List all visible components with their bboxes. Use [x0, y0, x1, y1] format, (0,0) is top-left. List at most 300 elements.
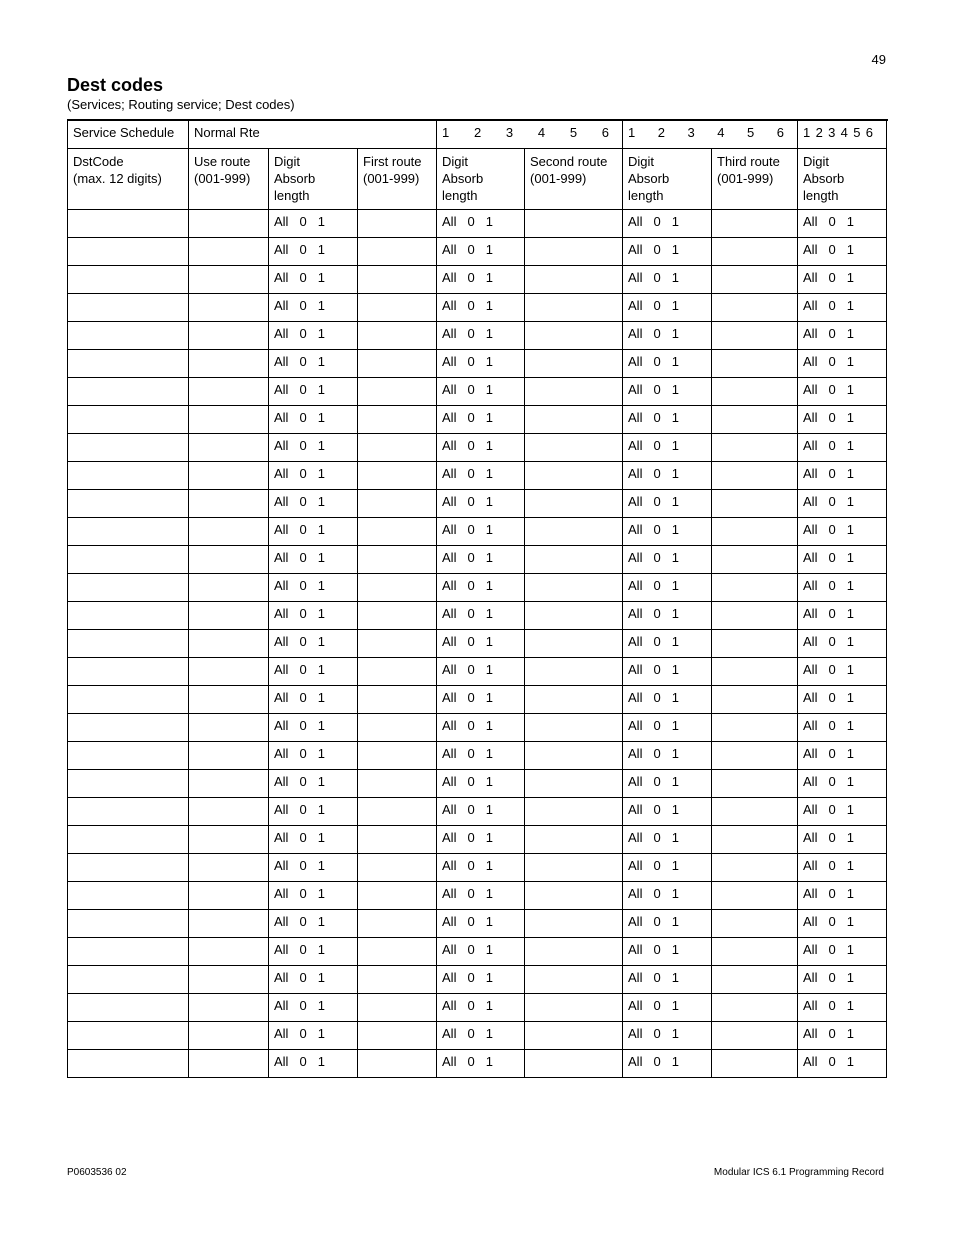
blank-entry-cell[interactable]	[68, 293, 189, 321]
absorb-option: All	[274, 353, 289, 369]
digit-absorb-cell	[437, 937, 525, 965]
blank-entry-cell[interactable]	[712, 993, 798, 1021]
blank-entry-cell[interactable]	[358, 909, 437, 937]
absorb-option: 1	[485, 745, 493, 761]
absorb-option: 0	[653, 241, 661, 257]
absorb-option: 0	[653, 493, 661, 509]
digit-absorb-cell	[798, 965, 887, 993]
absorb-option: 1	[317, 941, 325, 957]
absorb-option: 0	[299, 577, 307, 593]
blank-entry-cell[interactable]	[525, 741, 623, 769]
blank-entry-cell[interactable]	[525, 405, 623, 433]
absorb-option: 1	[317, 661, 325, 677]
blank-entry-cell[interactable]	[525, 237, 623, 265]
absorb-option: 0	[299, 241, 307, 257]
blank-entry-cell[interactable]	[189, 993, 269, 1021]
blank-entry-cell[interactable]	[525, 993, 623, 1021]
absorb-option: All	[803, 325, 818, 341]
digit-absorb-cell	[437, 825, 525, 853]
absorb-option: 0	[653, 885, 661, 901]
absorb-option: 0	[828, 465, 836, 481]
blank-entry-cell[interactable]	[189, 1049, 269, 1077]
blank-entry-cell[interactable]	[712, 601, 798, 629]
absorb-option: 1	[846, 297, 854, 313]
blank-entry-cell[interactable]	[712, 461, 798, 489]
blank-entry-cell[interactable]	[712, 545, 798, 573]
absorb-option: 1	[317, 633, 325, 649]
blank-entry-cell[interactable]	[712, 657, 798, 685]
digit-absorb-cell	[798, 937, 887, 965]
digit-absorb-cell	[437, 293, 525, 321]
absorb-option: 0	[828, 241, 836, 257]
digit-absorb-cell	[437, 321, 525, 349]
blank-entry-cell[interactable]	[68, 797, 189, 825]
blank-entry-cell[interactable]	[358, 713, 437, 741]
absorb-option: 1	[485, 661, 493, 677]
blank-entry-cell[interactable]	[712, 517, 798, 545]
digit-absorb-cell	[437, 433, 525, 461]
blank-entry-cell[interactable]	[358, 853, 437, 881]
absorb-option: 1	[671, 857, 679, 873]
absorb-option: All	[628, 605, 643, 621]
absorb-option: All	[442, 325, 457, 341]
blank-entry-cell[interactable]	[358, 293, 437, 321]
digit-absorb-cell	[269, 769, 358, 797]
blank-entry-cell[interactable]	[525, 713, 623, 741]
blank-entry-cell[interactable]	[712, 1021, 798, 1049]
blank-entry-cell[interactable]	[68, 517, 189, 545]
digit-absorb-cell	[269, 265, 358, 293]
blank-entry-cell[interactable]	[525, 321, 623, 349]
absorb-option: 0	[299, 745, 307, 761]
absorb-option: 1	[671, 997, 679, 1013]
blank-entry-cell[interactable]	[68, 769, 189, 797]
page-number: 49	[871, 52, 886, 67]
absorb-option: 0	[467, 1053, 475, 1069]
absorb-option: 1	[671, 633, 679, 649]
blank-entry-cell[interactable]	[358, 517, 437, 545]
blank-entry-cell[interactable]	[189, 545, 269, 573]
absorb-option: 1	[671, 969, 679, 985]
absorb-option: All	[442, 829, 457, 845]
normal-rte-label: Normal Rte	[189, 120, 437, 148]
digit-absorb-cell	[623, 209, 712, 237]
absorb-option: 1	[671, 661, 679, 677]
digit-absorb-cell	[437, 657, 525, 685]
blank-entry-cell[interactable]	[189, 209, 269, 237]
blank-entry-cell[interactable]	[712, 377, 798, 405]
digit-absorb-cell	[798, 573, 887, 601]
absorb-option: 0	[828, 857, 836, 873]
digit-absorb-cell	[798, 713, 887, 741]
blank-entry-cell[interactable]	[189, 965, 269, 993]
absorb-option: 1	[671, 1053, 679, 1069]
absorb-option: All	[442, 381, 457, 397]
absorb-option: 1	[485, 633, 493, 649]
absorb-option: 1	[671, 325, 679, 341]
blank-entry-cell[interactable]	[525, 461, 623, 489]
blank-entry-cell[interactable]	[358, 433, 437, 461]
blank-entry-cell[interactable]	[525, 265, 623, 293]
blank-entry-cell[interactable]	[358, 461, 437, 489]
blank-entry-cell[interactable]	[358, 209, 437, 237]
digit-absorb-cell	[437, 405, 525, 433]
absorb-option: 1	[671, 801, 679, 817]
absorb-option: 1	[846, 577, 854, 593]
blank-entry-cell[interactable]	[189, 433, 269, 461]
blank-entry-cell[interactable]	[525, 685, 623, 713]
digit-absorb-cell	[269, 1049, 358, 1077]
absorb-option: 0	[467, 353, 475, 369]
blank-entry-cell[interactable]	[189, 321, 269, 349]
blank-entry-cell[interactable]	[525, 601, 623, 629]
blank-entry-cell[interactable]	[525, 433, 623, 461]
blank-entry-cell[interactable]	[189, 1021, 269, 1049]
digit-absorb-cell	[269, 433, 358, 461]
day-list	[628, 125, 792, 140]
absorb-option: 1	[317, 549, 325, 565]
blank-entry-cell[interactable]	[68, 573, 189, 601]
blank-entry-cell[interactable]	[189, 685, 269, 713]
blank-entry-cell[interactable]	[712, 741, 798, 769]
blank-entry-cell[interactable]	[525, 769, 623, 797]
digit-absorb-cell	[437, 769, 525, 797]
blank-entry-cell[interactable]	[189, 517, 269, 545]
blank-entry-cell[interactable]	[525, 209, 623, 237]
absorb-option: 0	[653, 465, 661, 481]
blank-entry-cell[interactable]	[525, 909, 623, 937]
blank-entry-cell[interactable]	[525, 545, 623, 573]
digit-absorb-cell	[623, 517, 712, 545]
blank-entry-cell[interactable]	[358, 881, 437, 909]
blank-entry-cell[interactable]	[68, 965, 189, 993]
blank-entry-cell[interactable]	[525, 629, 623, 657]
blank-entry-cell[interactable]	[712, 489, 798, 517]
blank-entry-cell[interactable]	[712, 1049, 798, 1077]
absorb-option: 1	[846, 437, 854, 453]
absorb-option: All	[628, 381, 643, 397]
blank-entry-cell[interactable]	[525, 489, 623, 517]
table-row	[68, 965, 887, 993]
absorb-option: 0	[299, 997, 307, 1013]
digit-absorb-cell	[798, 265, 887, 293]
blank-entry-cell[interactable]	[525, 517, 623, 545]
blank-entry-cell[interactable]	[68, 825, 189, 853]
blank-entry-cell[interactable]	[358, 769, 437, 797]
digit-absorb-cell	[269, 629, 358, 657]
blank-entry-cell[interactable]	[68, 209, 189, 237]
blank-entry-cell[interactable]	[358, 237, 437, 265]
digit-absorb-cell	[437, 489, 525, 517]
absorb-option: 1	[317, 409, 325, 425]
blank-entry-cell[interactable]	[358, 629, 437, 657]
blank-entry-cell[interactable]	[358, 545, 437, 573]
blank-entry-cell[interactable]	[68, 909, 189, 937]
blank-entry-cell[interactable]	[358, 657, 437, 685]
blank-entry-cell[interactable]	[525, 349, 623, 377]
blank-entry-cell[interactable]	[358, 1021, 437, 1049]
absorb-option: 1	[317, 241, 325, 257]
absorb-option: 0	[467, 297, 475, 313]
blank-entry-cell[interactable]	[712, 321, 798, 349]
absorb-option: 0	[653, 213, 661, 229]
digit-absorb-cell	[623, 853, 712, 881]
blank-entry-cell[interactable]	[358, 265, 437, 293]
absorb-option: 0	[653, 913, 661, 929]
digit-absorb-cell	[269, 349, 358, 377]
blank-entry-cell[interactable]	[68, 265, 189, 293]
table-row	[68, 797, 887, 825]
column-header-row	[68, 148, 887, 209]
blank-entry-cell[interactable]	[712, 629, 798, 657]
blank-entry-cell[interactable]	[525, 825, 623, 853]
absorb-option: 0	[653, 577, 661, 593]
blank-entry-cell[interactable]	[189, 657, 269, 685]
blank-entry-cell[interactable]	[712, 965, 798, 993]
absorb-option: 1	[485, 353, 493, 369]
blank-entry-cell[interactable]	[712, 797, 798, 825]
absorb-option: All	[803, 913, 818, 929]
table-row	[68, 573, 887, 601]
table-row	[68, 685, 887, 713]
absorb-option: 0	[828, 577, 836, 593]
blank-entry-cell[interactable]	[68, 321, 189, 349]
digit-absorb-cell	[623, 797, 712, 825]
absorb-option: 0	[828, 997, 836, 1013]
blank-entry-cell[interactable]	[525, 853, 623, 881]
blank-entry-cell[interactable]	[189, 825, 269, 853]
blank-entry-cell[interactable]	[712, 881, 798, 909]
blank-entry-cell[interactable]	[189, 937, 269, 965]
absorb-option: 1	[846, 213, 854, 229]
blank-entry-cell[interactable]	[358, 405, 437, 433]
blank-entry-cell[interactable]	[189, 741, 269, 769]
absorb-option: All	[274, 381, 289, 397]
absorb-option: 0	[653, 353, 661, 369]
blank-entry-cell[interactable]	[189, 489, 269, 517]
absorb-option: All	[442, 549, 457, 565]
absorb-option: All	[803, 633, 818, 649]
absorb-option: 0	[653, 633, 661, 649]
blank-entry-cell[interactable]	[358, 377, 437, 405]
absorb-option: 0	[467, 661, 475, 677]
blank-entry-cell[interactable]	[712, 293, 798, 321]
absorb-option: 1	[485, 577, 493, 593]
blank-entry-cell[interactable]	[358, 1049, 437, 1077]
digit-absorb-cell	[269, 825, 358, 853]
digit-absorb-cell	[623, 489, 712, 517]
absorb-option: 1	[317, 689, 325, 705]
blank-entry-cell[interactable]	[358, 573, 437, 601]
blank-entry-cell[interactable]	[712, 237, 798, 265]
blank-entry-cell[interactable]	[189, 265, 269, 293]
table-row	[68, 209, 887, 237]
absorb-option: 0	[653, 829, 661, 845]
blank-entry-cell[interactable]	[712, 909, 798, 937]
blank-entry-cell[interactable]	[712, 769, 798, 797]
blank-entry-cell[interactable]	[68, 741, 189, 769]
blank-entry-cell[interactable]	[68, 405, 189, 433]
blank-entry-cell[interactable]	[68, 993, 189, 1021]
blank-entry-cell[interactable]	[525, 965, 623, 993]
blank-entry-cell[interactable]	[525, 293, 623, 321]
blank-entry-cell[interactable]	[189, 349, 269, 377]
blank-entry-cell[interactable]	[189, 601, 269, 629]
blank-entry-cell[interactable]	[68, 713, 189, 741]
blank-entry-cell[interactable]	[68, 629, 189, 657]
blank-entry-cell[interactable]	[712, 713, 798, 741]
digit-absorb-cell	[269, 293, 358, 321]
absorb-option: 1	[846, 829, 854, 845]
absorb-option: 0	[653, 437, 661, 453]
absorb-option: 1	[671, 773, 679, 789]
blank-entry-cell[interactable]	[525, 881, 623, 909]
blank-entry-cell[interactable]	[358, 993, 437, 1021]
absorb-option: 1	[317, 297, 325, 313]
absorb-option: 0	[467, 605, 475, 621]
blank-entry-cell[interactable]	[189, 405, 269, 433]
absorb-option: 0	[299, 717, 307, 733]
blank-entry-cell[interactable]	[68, 489, 189, 517]
absorb-option: All	[803, 941, 818, 957]
blank-entry-cell[interactable]	[68, 377, 189, 405]
blank-entry-cell[interactable]	[712, 349, 798, 377]
day-number: 1	[628, 125, 636, 140]
blank-entry-cell[interactable]	[358, 825, 437, 853]
blank-entry-cell[interactable]	[189, 237, 269, 265]
blank-entry-cell[interactable]	[68, 853, 189, 881]
digit-absorb-cell	[798, 657, 887, 685]
absorb-option: 1	[485, 773, 493, 789]
absorb-option: All	[274, 1053, 289, 1069]
blank-entry-cell[interactable]	[358, 321, 437, 349]
absorb-option: 0	[653, 381, 661, 397]
digit-absorb-cell	[437, 265, 525, 293]
blank-entry-cell[interactable]	[525, 1021, 623, 1049]
blank-entry-cell[interactable]	[525, 573, 623, 601]
digit-absorb-cell	[437, 685, 525, 713]
blank-entry-cell[interactable]	[358, 601, 437, 629]
digit-absorb-cell	[798, 909, 887, 937]
absorb-option: All	[628, 857, 643, 873]
absorb-option: 1	[846, 661, 854, 677]
blank-entry-cell[interactable]	[68, 685, 189, 713]
blank-entry-cell[interactable]	[68, 433, 189, 461]
blank-entry-cell[interactable]	[712, 265, 798, 293]
blank-entry-cell[interactable]	[189, 853, 269, 881]
blank-entry-cell[interactable]	[712, 825, 798, 853]
blank-entry-cell[interactable]	[189, 713, 269, 741]
absorb-option: 0	[653, 605, 661, 621]
blank-entry-cell[interactable]	[189, 629, 269, 657]
absorb-option: 1	[317, 885, 325, 901]
absorb-option: 0	[467, 997, 475, 1013]
blank-entry-cell[interactable]	[712, 853, 798, 881]
blank-entry-cell[interactable]	[68, 1021, 189, 1049]
absorb-option: All	[274, 633, 289, 649]
blank-entry-cell[interactable]	[358, 937, 437, 965]
digit-absorb-cell	[798, 797, 887, 825]
blank-entry-cell[interactable]	[68, 545, 189, 573]
blank-entry-cell[interactable]	[68, 881, 189, 909]
blank-entry-cell[interactable]	[189, 769, 269, 797]
blank-entry-cell[interactable]	[712, 685, 798, 713]
blank-entry-cell[interactable]	[358, 965, 437, 993]
absorb-option: 1	[485, 969, 493, 985]
absorb-option: 0	[653, 269, 661, 285]
blank-entry-cell[interactable]	[189, 573, 269, 601]
absorb-option: All	[803, 717, 818, 733]
blank-entry-cell[interactable]	[525, 377, 623, 405]
absorb-option: 0	[828, 633, 836, 649]
blank-entry-cell[interactable]	[189, 797, 269, 825]
blank-entry-cell[interactable]	[189, 461, 269, 489]
blank-entry-cell[interactable]	[358, 741, 437, 769]
absorb-option: All	[803, 1053, 818, 1069]
blank-entry-cell[interactable]	[358, 349, 437, 377]
blank-entry-cell[interactable]	[525, 937, 623, 965]
blank-entry-cell[interactable]	[712, 573, 798, 601]
blank-entry-cell[interactable]	[358, 685, 437, 713]
absorb-option: All	[442, 577, 457, 593]
absorb-option: 1	[485, 913, 493, 929]
absorb-option: All	[803, 381, 818, 397]
digit-absorb-cell	[269, 657, 358, 685]
blank-entry-cell[interactable]	[712, 937, 798, 965]
blank-entry-cell[interactable]	[712, 433, 798, 461]
blank-entry-cell[interactable]	[68, 461, 189, 489]
blank-entry-cell[interactable]	[358, 489, 437, 517]
absorb-option: 1	[485, 941, 493, 957]
blank-entry-cell[interactable]	[189, 293, 269, 321]
third-route-days	[798, 120, 887, 148]
digit-absorb-cell	[437, 853, 525, 881]
blank-entry-cell[interactable]	[189, 377, 269, 405]
digit-absorb-cell	[623, 965, 712, 993]
header-second-route: Second route (001-999)	[525, 148, 623, 209]
blank-entry-cell[interactable]	[68, 237, 189, 265]
day-number: 1	[442, 125, 450, 140]
absorb-option: All	[274, 773, 289, 789]
blank-entry-cell[interactable]	[68, 601, 189, 629]
blank-entry-cell[interactable]	[712, 209, 798, 237]
digit-absorb-cell	[269, 209, 358, 237]
absorb-option: 0	[299, 213, 307, 229]
absorb-option: All	[628, 829, 643, 845]
blank-entry-cell[interactable]	[525, 657, 623, 685]
blank-entry-cell[interactable]	[68, 349, 189, 377]
absorb-option: All	[442, 1025, 457, 1041]
blank-entry-cell[interactable]	[68, 937, 189, 965]
blank-entry-cell[interactable]	[525, 797, 623, 825]
blank-entry-cell[interactable]	[525, 1049, 623, 1077]
blank-entry-cell[interactable]	[189, 909, 269, 937]
day-number: 5	[853, 125, 861, 140]
blank-entry-cell[interactable]	[712, 405, 798, 433]
blank-entry-cell[interactable]	[68, 1049, 189, 1077]
digit-absorb-cell	[623, 433, 712, 461]
absorb-option: 0	[467, 325, 475, 341]
blank-entry-cell[interactable]	[189, 881, 269, 909]
blank-entry-cell[interactable]	[358, 797, 437, 825]
digit-absorb-cell	[269, 797, 358, 825]
absorb-option: All	[628, 241, 643, 257]
digit-absorb-cell	[798, 601, 887, 629]
digit-absorb-cell	[623, 461, 712, 489]
blank-entry-cell[interactable]	[68, 657, 189, 685]
absorb-option: All	[803, 521, 818, 537]
digit-absorb-cell	[269, 517, 358, 545]
